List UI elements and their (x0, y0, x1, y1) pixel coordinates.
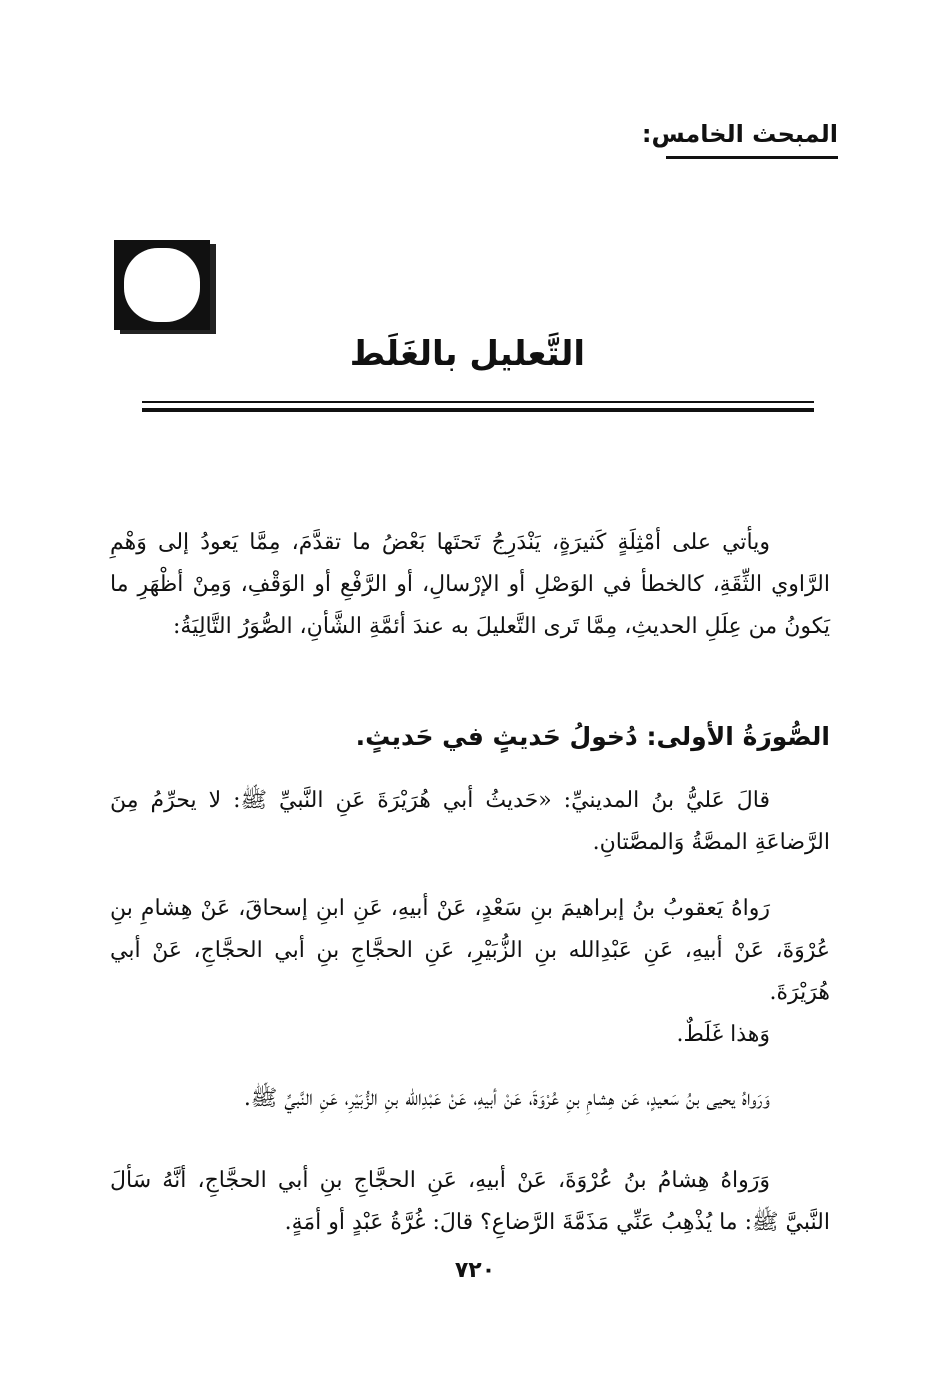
section-heading: الصُّورَةُ الأولى: دُخولُ حَديثٍ في حَديثٍ. (355, 722, 830, 751)
quote-block (110, 780, 830, 864)
paragraph-narration-2: وَرَواهُ يحيى بنُ سَعيدٍ، عَن هِشامِ بنِ عُرْوَةَ، عَنْ أبيهِ، عَنْ عَبْدِالله بنِ الزُّبَيْرِ، عَنِ النَّبيِّ ﷺ. (243, 1086, 770, 1111)
narration-block (110, 888, 830, 1056)
intro-paragraph-block (110, 522, 830, 648)
paragraph-error-note: وَهذا غَلَطٌ. (676, 1022, 770, 1047)
narration-block-2 (110, 1078, 830, 1120)
paragraph-quote: قالَ عَليُّ بنُ المدينيِّ: «حَديثُ أبي هُرَيْرَةَ عَنِ النَّبيِّ ﷺ: لا يحرِّمُ مِنَ الرَّضاعَةِ المصَّةُ وَالمصَّتانِ. (110, 788, 830, 855)
paragraph-narration-3: وَرَواهُ هِشامُ بنُ عُرْوَةَ، عَنْ أبيهِ، عَنِ الحجَّاجِ بنِ أبي الحجَّاجِ، أنَّهُ سَألَ النَّبيَّ ﷺ: ما يُذْهِبُ عَنِّي مَذَمَّةَ الرَّضاعِ؟ قالَ: غُرَّةُ عَبْدٍ أو أمَةٍ. (110, 1168, 830, 1235)
chapter-title: التَّعليل بالغَلَط (349, 334, 585, 374)
narration-block-3 (110, 1160, 830, 1244)
page-number: ٧٢٠ (454, 1258, 496, 1283)
intro-paragraph: ويأتي على أمْثِلَةٍ كَثيرَةٍ، يَنْدَرِجُ تَحتَها بَعْضُ ما تقدَّمَ، مِمَّا يَعودُ إلى وَهْمِ الرَّاوي الثِّقَةِ، كالخطأ في الوَصْلِ أو الإرْسالِ، أو الرَّفْعِ أو الوَقْفِ، وَمِنْ أظْهَرِ ما يَكونُ من عِلَلِ الحديثِ، مِمَّا تَرى التَّعليلَ به عندَ أئمَّةِ الشَّأنِ، الصُّوَرُ التَّالِيَةُ: (110, 530, 830, 639)
title-rule-thick (142, 408, 814, 412)
section-label: المبحث الخامس: (641, 120, 838, 148)
section-label-underline (666, 156, 838, 159)
paragraph-narration-1: رَواهُ يَعقوبُ بنُ إبراهيمَ بنِ سَعْدٍ، عَنْ أبيهِ، عَنِ ابنِ إسحاقَ، عَنْ هِشامِ بنِ عُرْوَةَ، عَنْ أبيهِ، عَنِ عَبْدِالله بنِ الزُّبَيْرِ، عَنِ الحجَّاجِ بنِ أبي الحجَّاجِ، عَنْ أبي هُرَيْرَةَ. (110, 896, 830, 1005)
title-rule-thin (142, 401, 814, 403)
chapter-ornament-icon (112, 238, 222, 338)
